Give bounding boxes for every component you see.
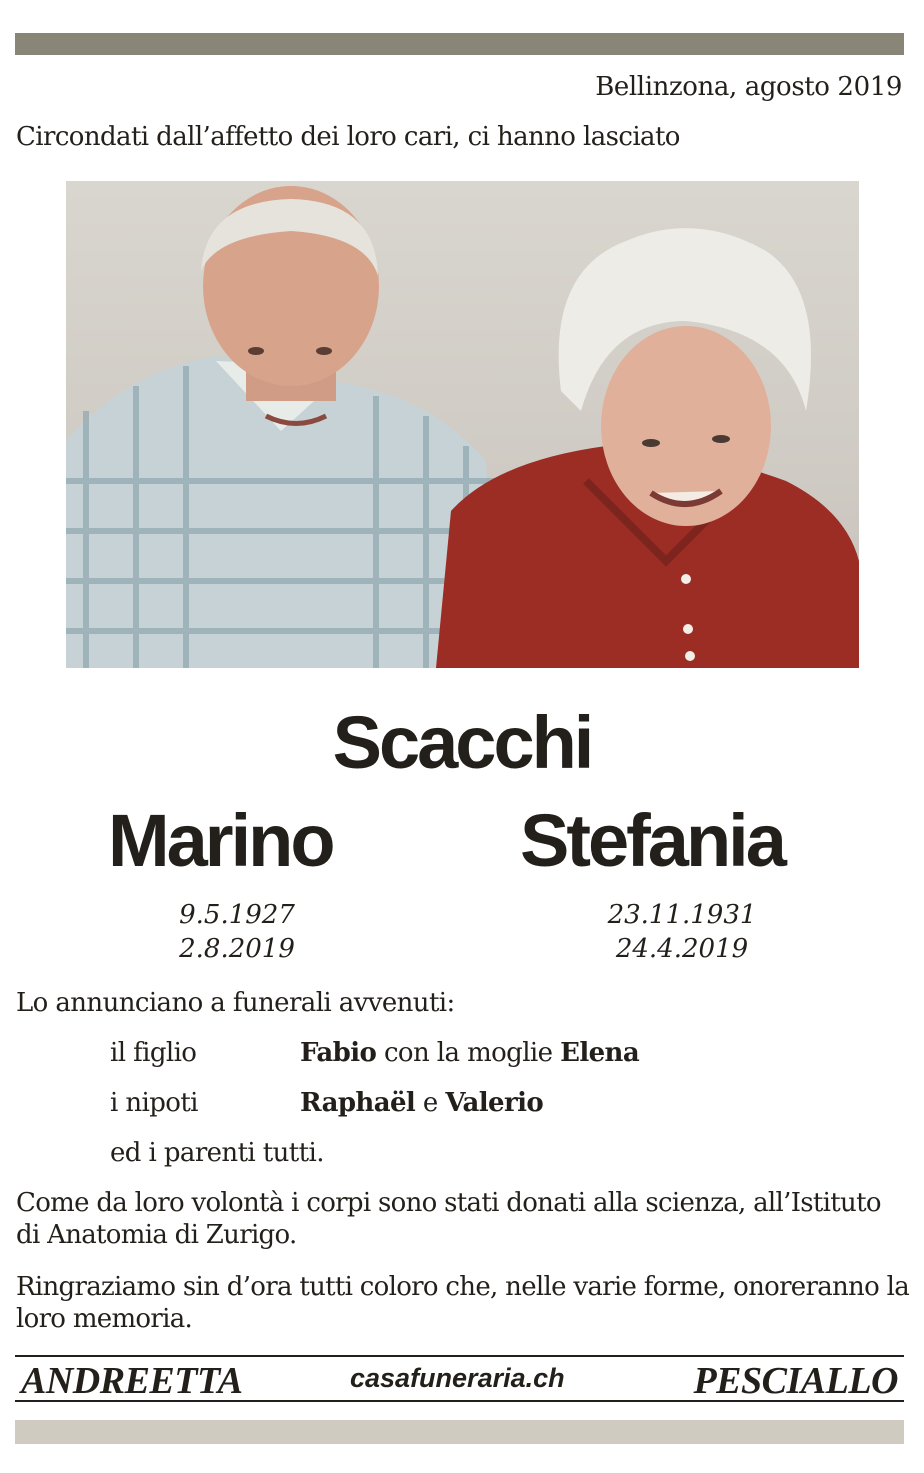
funeral-home-footer bbox=[15, 1355, 904, 1402]
first-name-marino: Marino bbox=[108, 799, 333, 882]
announcement-lead: Lo annunciano a funerali avvenuti: bbox=[16, 988, 455, 1018]
birth-date: 23.11.1931 bbox=[607, 900, 757, 930]
dates-marino bbox=[137, 898, 337, 966]
relation-connector: e bbox=[415, 1088, 446, 1118]
relation-label: i nipoti bbox=[110, 1088, 198, 1118]
death-date: 24.4.2019 bbox=[615, 934, 749, 964]
first-name-stefania: Stefania bbox=[520, 799, 784, 882]
relative-name: Elena bbox=[560, 1038, 640, 1068]
intro-text: Circondati dall’affetto dei loro cari, ci hanno lasciato bbox=[16, 122, 680, 152]
top-rule bbox=[15, 33, 904, 55]
dates-stefania bbox=[582, 898, 782, 966]
relation-names bbox=[300, 1088, 543, 1118]
funeral-home-left: ANDREETTA bbox=[21, 1360, 243, 1402]
funeral-home-right: PESCIALLO bbox=[693, 1360, 898, 1402]
thanks-paragraph: Ringraziamo sin d’ora tutti coloro che, nelle varie forme, onoreranno la loro memoria. bbox=[16, 1272, 910, 1334]
relative-name: Valerio bbox=[445, 1088, 544, 1118]
relative-name: Raphaël bbox=[300, 1088, 416, 1118]
death-date: 2.8.2019 bbox=[179, 934, 295, 964]
relatives-closing: ed i parenti tutti. bbox=[110, 1138, 324, 1168]
relative-name: Fabio bbox=[300, 1038, 377, 1068]
birth-date: 9.5.1927 bbox=[179, 900, 295, 930]
bottom-rule bbox=[15, 1420, 904, 1444]
funeral-home-website[interactable]: casafuneraria.ch bbox=[350, 1363, 565, 1393]
donation-paragraph: Come da loro volontà i corpi sono stati donati alla scienza, all’Istituto di Anatomia di Zurigo. bbox=[16, 1188, 881, 1250]
relation-label: il figlio bbox=[110, 1038, 197, 1068]
portrait-illustration bbox=[66, 181, 859, 668]
family-surname: Scacchi bbox=[332, 701, 592, 784]
relation-connector: con la moglie bbox=[376, 1038, 561, 1068]
relation-names bbox=[300, 1038, 639, 1068]
place-date: Bellinzona, agosto 2019 bbox=[595, 72, 902, 102]
couple-portrait-photo bbox=[66, 181, 859, 668]
